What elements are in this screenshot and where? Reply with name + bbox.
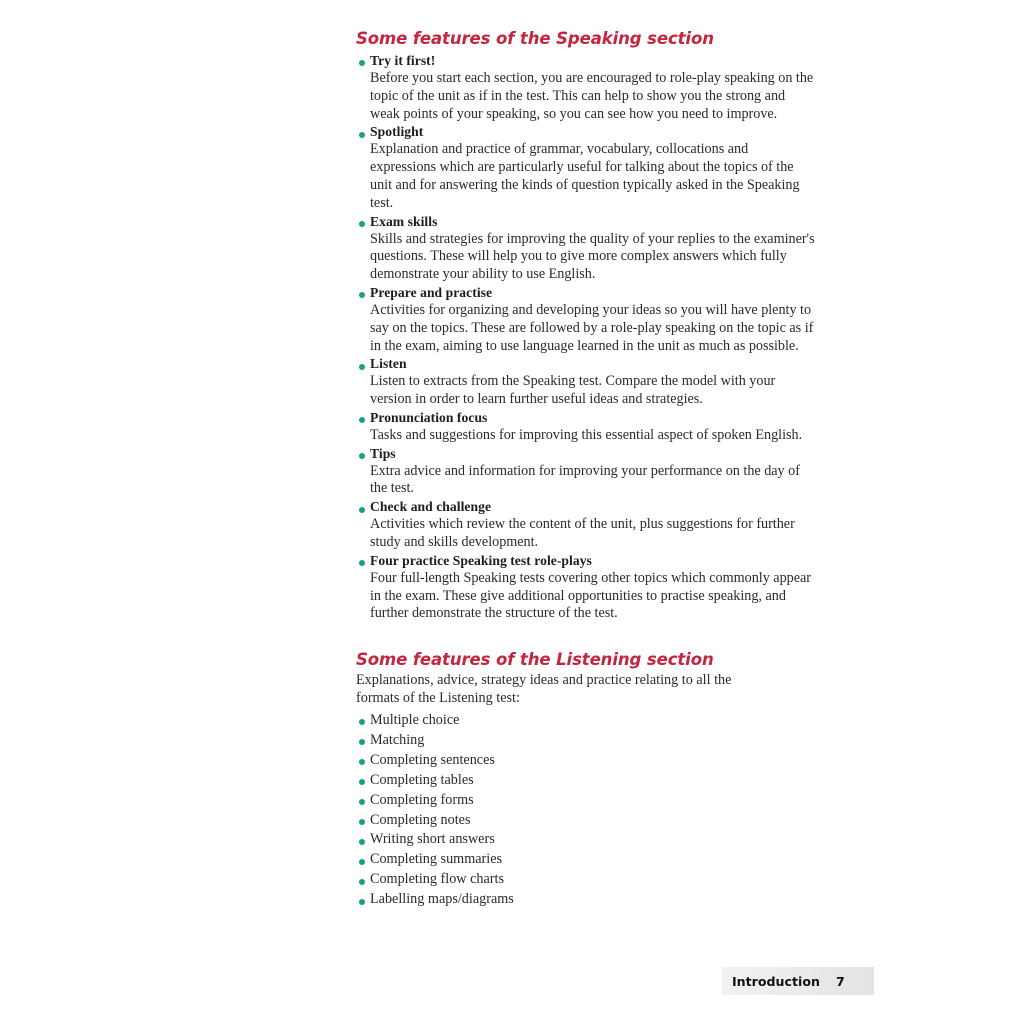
format-label: Writing short answers <box>370 831 495 848</box>
format-label: Completing sentences <box>370 751 495 768</box>
feature-body: Activities for organizing and developing your ideas so you will have plenty to say on the topics. These are followed by a role-play speaking on the topic as if in the exam, aiming to use language learned in the unit as much as possible. <box>370 301 814 354</box>
page-content-column <box>356 28 816 911</box>
feature-term: Prepare and practise <box>370 285 493 301</box>
speaking-section-heading: Some features of the Speaking section <box>356 29 714 48</box>
list-item <box>356 851 816 868</box>
bullet-icon <box>359 839 365 845</box>
bullet-icon <box>359 507 365 513</box>
feature-term: Four practice Speaking test role-plays <box>370 552 592 568</box>
listening-format-list <box>356 712 816 908</box>
list-item <box>356 123 816 212</box>
list-item <box>356 498 816 552</box>
feature-body: Listen to extracts from the Speaking test. Compare the model with your version in order to learn further useful ideas and strategies. <box>370 373 776 408</box>
list-item <box>356 355 816 409</box>
format-label: Labelling maps/diagrams <box>370 891 514 908</box>
feature-term: Try it first! <box>370 53 436 69</box>
feature-term: Check and challenge <box>370 499 492 515</box>
format-label: Completing tables <box>370 771 474 788</box>
bullet-icon <box>359 859 365 865</box>
feature-term: Exam skills <box>370 213 438 229</box>
feature-body: Four full-length Speaking tests covering other topics which commonly appear in the exam. These give additional opportunities to practise speaking, and further demonstrate the structure of the test. <box>370 569 811 622</box>
bullet-icon <box>359 60 365 66</box>
feature-term: Pronunciation focus <box>370 409 488 425</box>
list-item <box>356 752 816 769</box>
format-label: Matching <box>370 731 425 748</box>
list-item <box>356 409 816 445</box>
footer <box>722 967 874 995</box>
bullet-icon <box>359 453 365 459</box>
list-item <box>356 52 816 123</box>
bullet-icon <box>359 779 365 785</box>
feature-term: Tips <box>370 445 396 461</box>
page-number: 7 <box>835 973 845 989</box>
format-label: Completing summaries <box>370 851 503 868</box>
bullet-icon <box>359 879 365 885</box>
list-item <box>356 552 816 623</box>
bullet-icon <box>359 899 365 905</box>
bullet-icon <box>359 719 365 725</box>
bullet-icon <box>359 364 365 370</box>
format-label: Completing flow charts <box>370 871 504 888</box>
list-item <box>356 772 816 789</box>
feature-body: Skills and strategies for improving the quality of your replies to the examiner's questions. These will help you to give more complex answers which fully demonstrate your ability to use English. <box>370 230 815 283</box>
list-item <box>356 213 816 284</box>
bullet-icon <box>359 819 365 825</box>
feature-body: Extra advice and information for improving your performance on the day of the test. <box>370 462 800 497</box>
footer-section-label: Introduction <box>732 973 820 989</box>
listening-section-heading: Some features of the Listening section <box>356 650 714 670</box>
format-label: Multiple choice <box>370 711 460 728</box>
format-label: Completing notes <box>370 811 471 828</box>
feature-term: Spotlight <box>370 124 424 140</box>
list-item <box>356 812 816 829</box>
feature-term: Listen <box>370 356 407 372</box>
list-item <box>356 712 816 729</box>
list-item <box>356 891 816 908</box>
bullet-icon <box>359 132 365 138</box>
feature-body: Activities which review the content of the unit, plus suggestions for further study and skills development. <box>370 516 795 551</box>
bullet-icon <box>359 417 365 423</box>
bullet-icon <box>359 799 365 805</box>
bullet-icon <box>359 560 365 566</box>
list-item <box>356 831 816 848</box>
bullet-icon <box>359 221 365 227</box>
bullet-icon <box>359 739 365 745</box>
list-item <box>356 792 816 809</box>
speaking-feature-list <box>356 52 816 623</box>
format-label: Completing forms <box>370 791 474 808</box>
list-item <box>356 732 816 749</box>
bullet-icon <box>359 292 365 298</box>
list-item <box>356 871 816 888</box>
bullet-icon <box>359 759 365 765</box>
list-item <box>356 284 816 355</box>
feature-body: Tasks and suggestions for improving this essential aspect of spoken English. <box>370 426 803 443</box>
feature-body: Explanation and practice of grammar, vocabulary, collocations and expressions which are particularly useful for talking about the topics of the unit and for answering the kinds of question typically asked in the Speaking test. <box>370 141 800 211</box>
feature-body: Before you start each section, you are encouraged to role-play speaking on the topic of the unit as if in the test. This can help to show you the strong and weak points of your speaking, so you can see how you need to improve. <box>370 70 814 122</box>
listening-intro-paragraph: Explanations, advice, strategy ideas and practice relating to all the formats of the Listening test: <box>356 672 732 707</box>
list-item <box>356 445 816 499</box>
